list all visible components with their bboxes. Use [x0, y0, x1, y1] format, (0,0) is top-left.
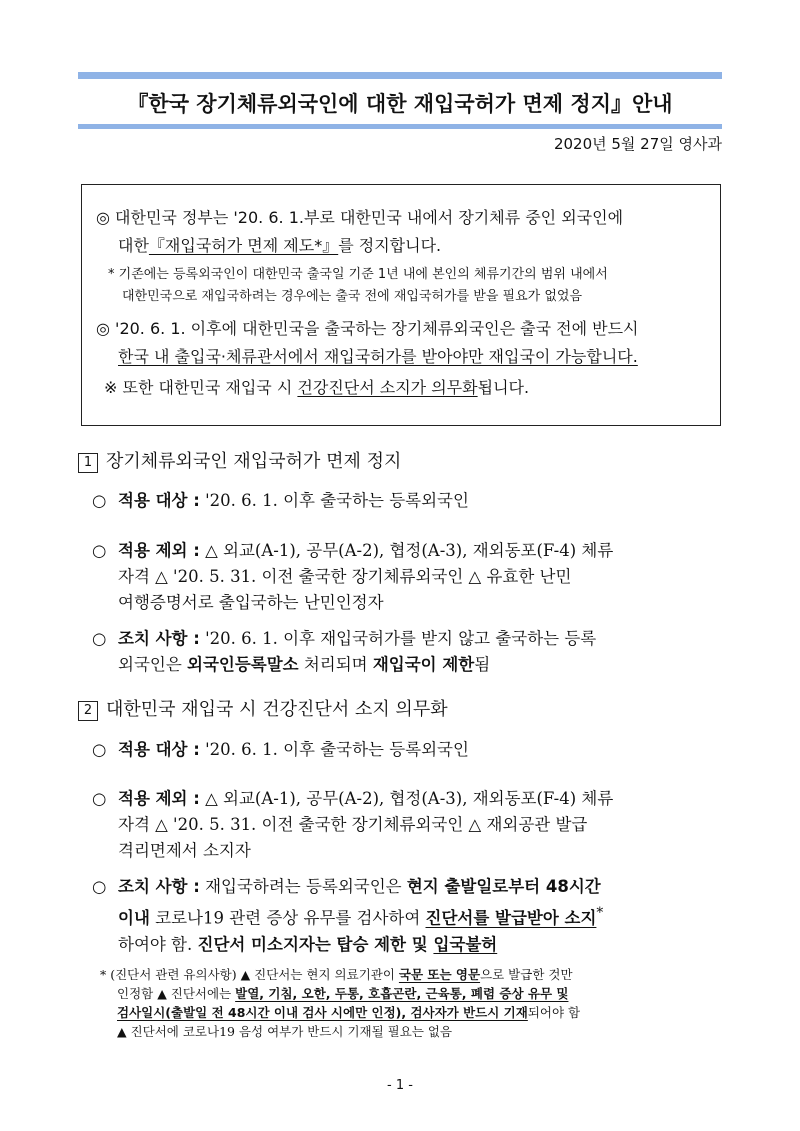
notice-box — [81, 184, 721, 426]
section-title: 대한민국 재입국 시 건강진단서 소지 의무화 — [106, 699, 448, 720]
notice-sub-2: 대한민국으로 재입국하려는 경우에는 출국 전에 재입국허가를 받을 필요가 없었음 — [122, 289, 583, 304]
section-2-item-1: ○ 적용 대상 : '20. 6. 1. 이후 출국하는 등록외국인 — [92, 737, 732, 763]
title-bottom-bar — [78, 124, 722, 129]
page-number: - 1 - — [387, 1078, 413, 1093]
section-2-item-2: ○ 적용 제외 : △ 외교(A-1), 공무(A-2), 협정(A-3), 재외동포(F-4) 체류 자격 △ '20. 5. 31. 이전 출국한 장기체류외국인 △ 재외공관 발급 격리면제서 소지자 — [92, 786, 732, 864]
page-title: 『한국 장기체류외국인에 대한 재입국허가 면제 정지』안내 — [127, 92, 673, 116]
bullet-circle-icon: ○ — [92, 629, 107, 648]
notice-line-1: ◎ 대한민국 정부는 '20. 6. 1.부로 대한민국 내에서 장기체류 중인 외국인에 — [96, 208, 624, 227]
section-2-heading — [78, 695, 448, 721]
section-1-item-2: ○ 적용 제외 : △ 외교(A-1), 공무(A-2), 협정(A-3), 재외동포(F-4) 체류 자격 △ '20. 5. 31. 이전 출국한 장기체류외국인 △ 유효한 난민 여행증명서로 출입국하는 난민인정자 — [92, 538, 732, 616]
section-1-item-1: ○ 적용 대상 : '20. 6. 1. 이후 출국하는 등록외국인 — [92, 488, 732, 514]
section-1-heading — [78, 447, 401, 473]
section-title: 장기체류외국인 재입국허가 면제 정지 — [106, 451, 402, 472]
section-number: 2 — [78, 701, 98, 721]
issue-date: 2020년 5월 27일 영사과 — [553, 135, 722, 153]
notice-line-2: 대한『재입국허가 면제 제도*』를 정지합니다. — [118, 236, 442, 255]
footnote: * (진단서 관련 유의사항) ▲ 진단서는 현지 의료기관이 국문 또는 영문으로 발급한 것만 인정함 ▲ 진단서에는 발열, 기침, 오한, 두통, 호흡곤란, 근육통, 폐렴 증상 유무 및 검사일시(출발일 전 48시간 이내 검사 시에만 인정), 검사자가 반드시 기재되어야 함 ▲ 진단서에 코로나19 음성 여부가 반드시 기재될 필요는 없음 — [100, 967, 581, 1039]
bullet-circle-icon: ○ — [92, 877, 107, 896]
bullet-circle-icon: ○ — [92, 541, 107, 560]
section-2-item-3: ○ 조치 사항 : 재입국하려는 등록외국인은 현지 출발일로부터 48시간 이내 코로나19 관련 증상 유무를 검사하여 진단서를 발급받아 소지* 하여야 함. 진단서 미소지자는 탑승 제한 및 입국불허 — [92, 874, 732, 958]
notice-sub-1: * 기존에는 등록외국인이 대한민국 출국일 기준 1년 내에 본인의 체류기간의 범위 내에서 — [108, 267, 608, 282]
bullet-circle-icon: ○ — [92, 740, 107, 759]
notice-line-2-em: 『재입국허가 면제 제도*』 — [148, 236, 339, 255]
notice-line-5: ※ 또한 대한민국 재입국 시 건강진단서 소지가 의무화됩니다. — [104, 378, 530, 397]
bullet-circle-icon: ○ — [92, 789, 107, 808]
notice-line-4: 한국 내 출입국·체류관서에서 재입국허가를 받아야만 재입국이 가능합니다. — [118, 347, 638, 366]
title-top-bar — [78, 72, 722, 79]
notice-line-3: ◎ '20. 6. 1. 이후에 대한민국을 출국하는 장기체류외국인은 출국 전에 반드시 — [96, 319, 639, 338]
bullet-circle-icon: ○ — [92, 491, 107, 510]
title-wrap — [78, 86, 722, 122]
section-number: 1 — [78, 453, 98, 473]
section-1-item-3: ○ 조치 사항 : '20. 6. 1. 이후 재입국허가를 받지 않고 출국하는 등록 외국인은 외국인등록말소 처리되며 재입국이 제한됨 — [92, 626, 732, 678]
